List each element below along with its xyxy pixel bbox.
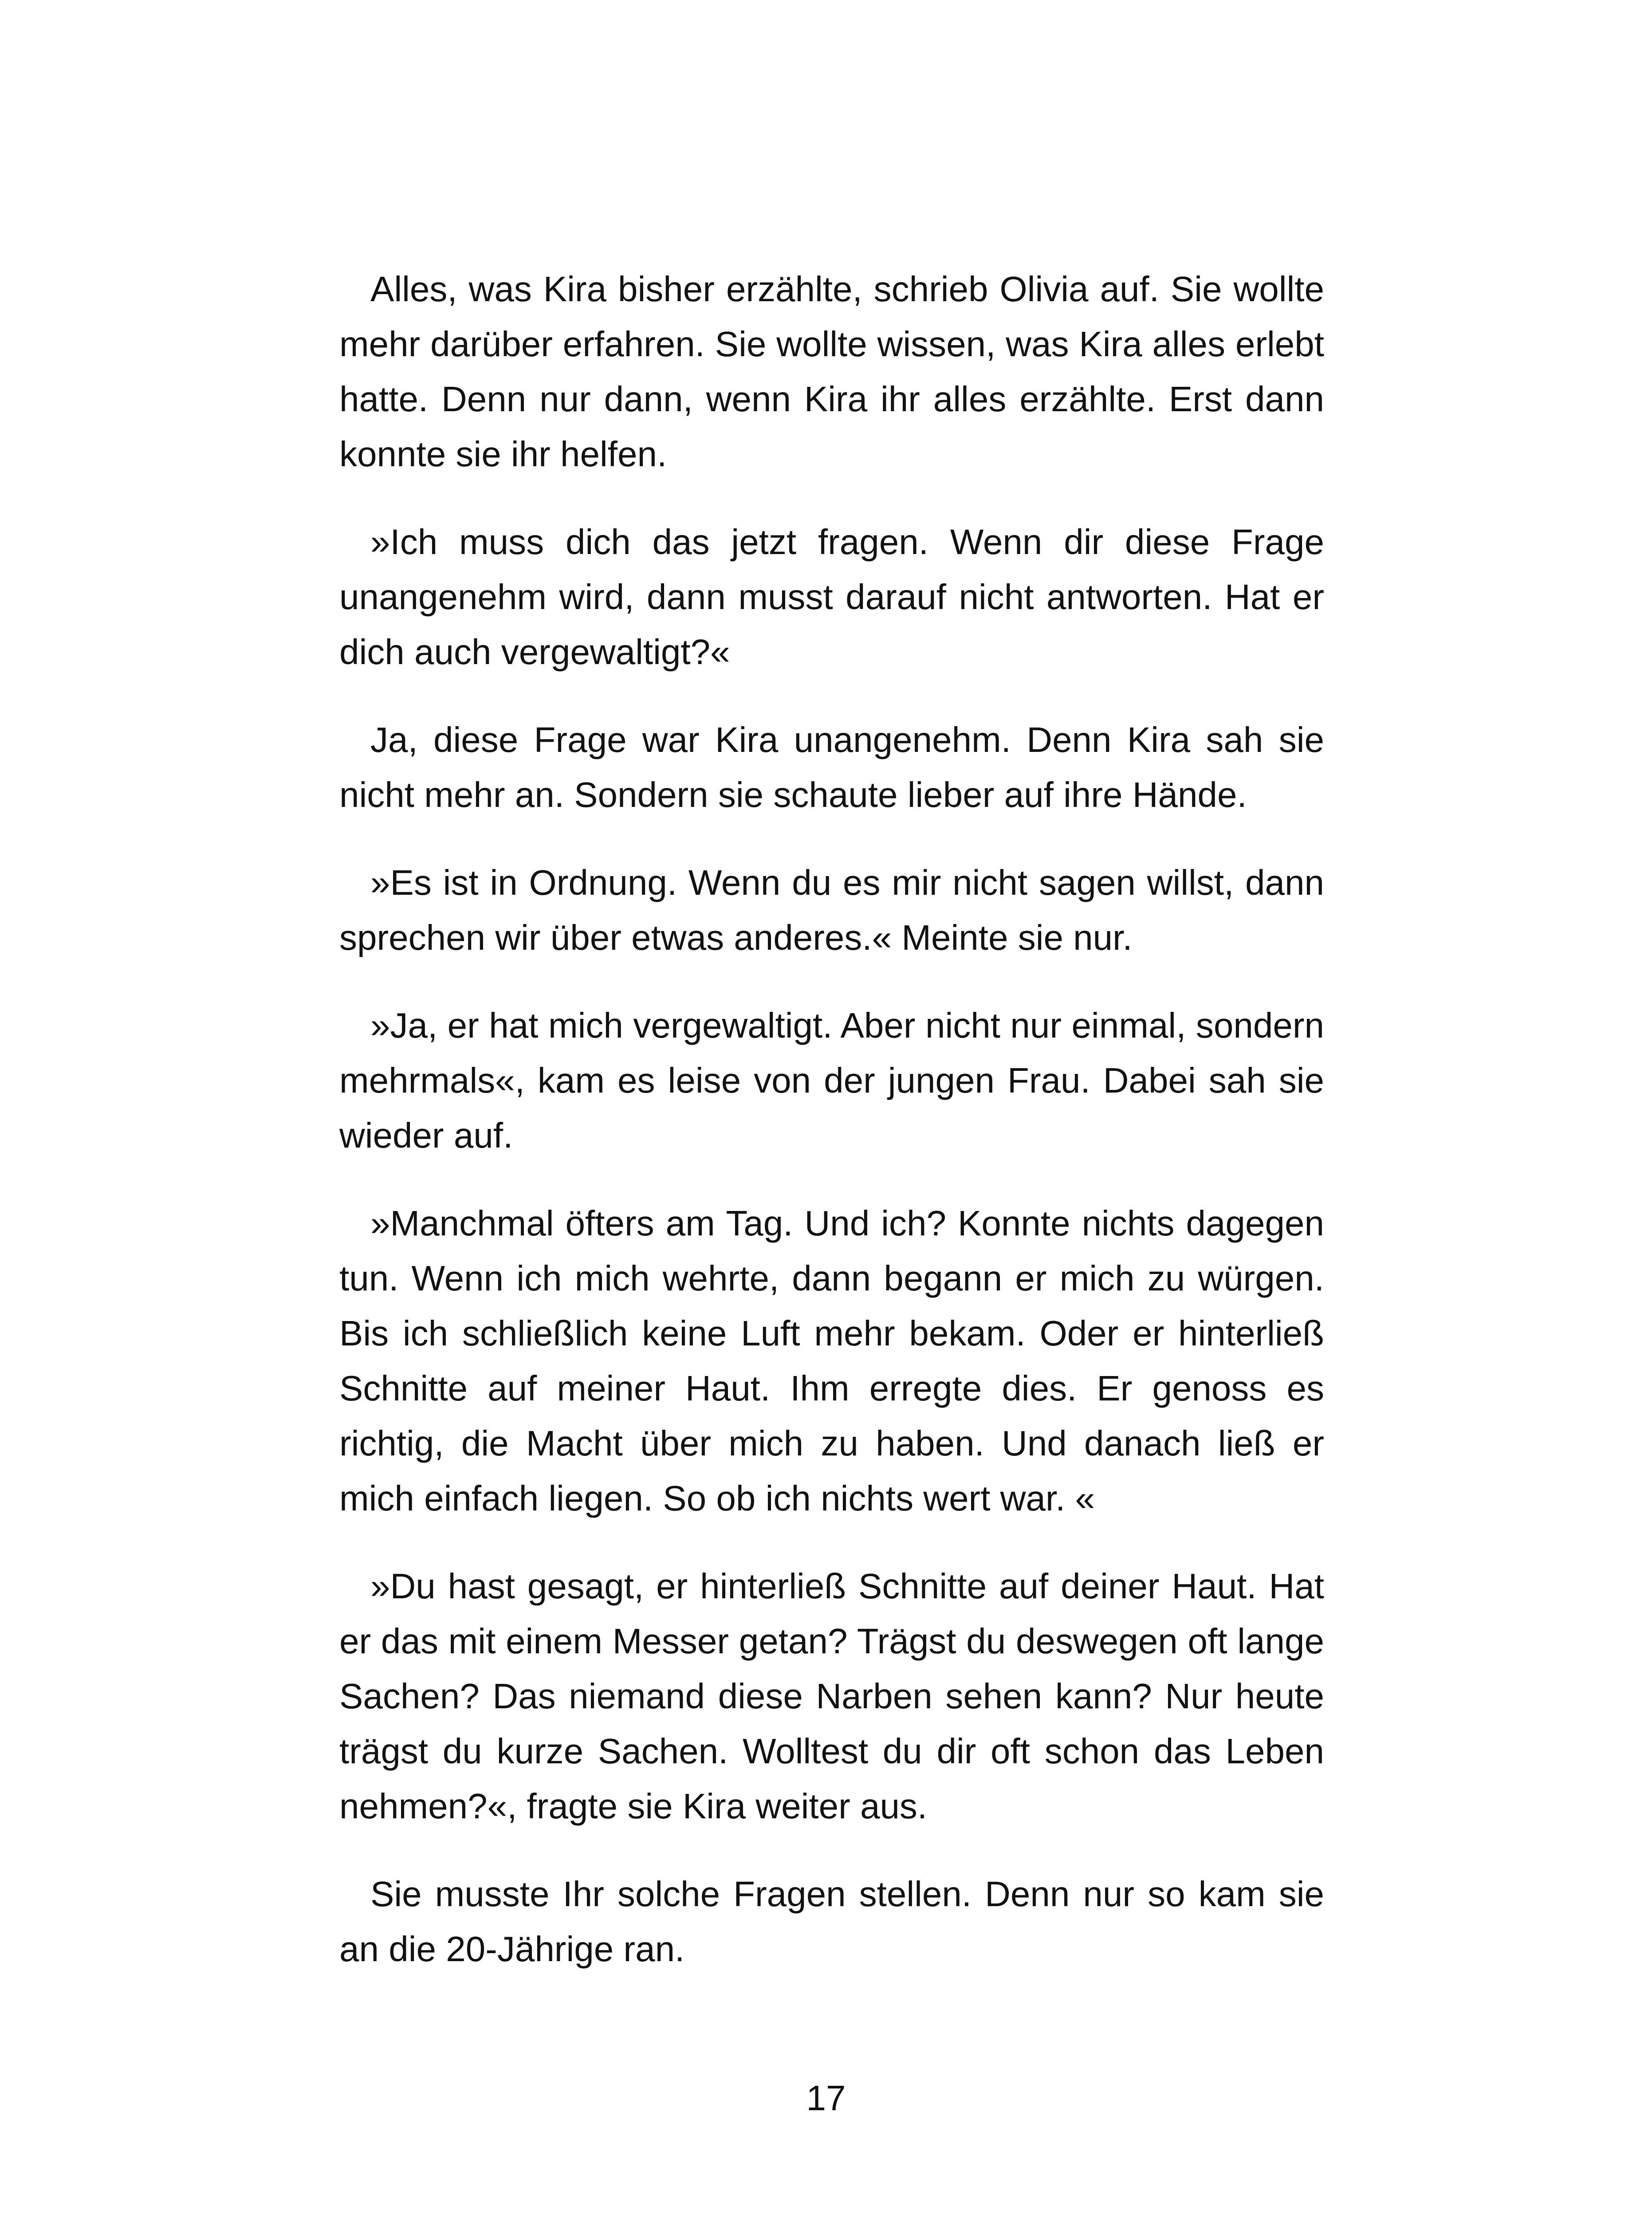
paragraph-8: Sie musste Ihr solche Fragen stellen. Denn nur so kam sie an die 20-Jährige ran.	[339, 1874, 1324, 1969]
paragraph-7: »Du hast gesagt, er hinterließ Schnitte auf deiner Haut. Hat er das mit einem Messer getan? Trägst du deswegen oft lange Sachen? Das niemand diese Narben sehen kann? Nur heute trägst du kurze Sachen. Wolltest du dir oft schon das Leben nehmen?«, fragte sie Kira weiter aus.	[339, 1566, 1324, 1826]
paragraph-1: Alles, was Kira bisher erzählte, schrieb Olivia auf. Sie wollte mehr darüber erfahren. Sie wollte wissen, was Kira alles erlebt hatte. Denn nur dann, wenn Kira ihr alles erzählte. Erst dann konnte sie ihr helfen.	[339, 269, 1324, 474]
paragraph-2: »Ich muss dich das jetzt fragen. Wenn dir diese Frage unangenehm wird, dann musst darauf nicht antworten. Hat er dich auch vergewaltigt?«	[339, 522, 1324, 672]
paragraph-4: »Es ist in Ordnung. Wenn du es mir nicht sagen willst, dann sprechen wir über etwas anderes.« Meinte sie nur.	[339, 863, 1324, 957]
body-text	[339, 262, 1324, 2010]
paragraph-3: Ja, diese Frage war Kira unangenehm. Denn Kira sah sie nicht mehr an. Sondern sie schaute lieber auf ihre Hände.	[339, 720, 1324, 814]
paragraph-6: »Manchmal öfters am Tag. Und ich? Konnte nichts dagegen tun. Wenn ich mich wehrte, dann begann er mich zu würgen. Bis ich schließlich keine Luft mehr bekam. Oder er hinterließ Schnitte auf meiner Haut. Ihm erregte dies. Er genoss es richtig, die Macht über mich zu haben. Und danach ließ er mich einfach liegen. So ob ich nichts wert war. «	[339, 1203, 1324, 1518]
page-number: 17	[806, 2078, 846, 2118]
paragraph-5: »Ja, er hat mich vergewaltigt. Aber nicht nur einmal, sondern mehrmals«, kam es leise von der jungen Frau. Dabei sah sie wieder auf.	[339, 1006, 1324, 1155]
